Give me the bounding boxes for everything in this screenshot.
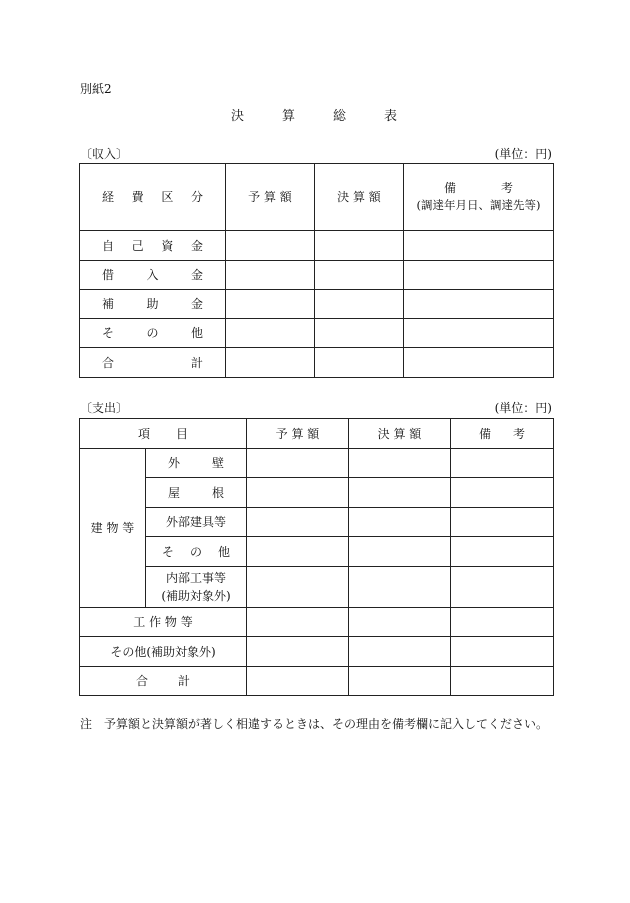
remarks-cell[interactable] <box>404 290 554 319</box>
settlement-cell[interactable] <box>349 478 451 508</box>
row-label: そ の 他 <box>146 537 247 567</box>
remarks-cell[interactable] <box>451 637 554 667</box>
remarks-cell[interactable] <box>404 261 554 290</box>
income-table <box>79 163 554 378</box>
row-label: 借 入 金 <box>80 261 226 290</box>
row-label: そ の 他 <box>80 319 226 348</box>
remarks-cell[interactable] <box>404 319 554 348</box>
settlement-cell[interactable] <box>349 449 451 478</box>
row-label: 合 計 <box>80 667 247 696</box>
budget-cell[interactable] <box>247 508 349 537</box>
title-char: 決 <box>230 109 246 124</box>
settlement-cell[interactable] <box>349 608 451 637</box>
table-row <box>80 290 554 319</box>
settlement-cell[interactable] <box>349 537 451 567</box>
settlement-cell[interactable] <box>349 567 451 608</box>
table-row <box>80 537 554 567</box>
settlement-header: 決 算 額 <box>315 164 404 231</box>
row-label: 合 計 <box>80 348 226 378</box>
remarks-cell[interactable] <box>404 231 554 261</box>
budget-cell[interactable] <box>226 261 315 290</box>
budget-header: 予 算 額 <box>247 419 349 449</box>
table-row <box>80 478 554 508</box>
building-group-label: 建 物 等 <box>80 449 146 608</box>
settlement-cell[interactable] <box>315 348 404 378</box>
expense-unit-label: (単位：円) <box>494 401 552 415</box>
settlement-cell[interactable] <box>349 637 451 667</box>
settlement-cell[interactable] <box>315 261 404 290</box>
budget-cell[interactable] <box>226 319 315 348</box>
row-label: 工 作 物 等 <box>80 608 247 637</box>
budget-cell[interactable] <box>247 478 349 508</box>
row-label: 内部工事等 (補助対象外) <box>146 567 247 608</box>
category-header: 経 費 区 分 <box>80 164 226 231</box>
budget-cell[interactable] <box>247 537 349 567</box>
table-row <box>80 261 554 290</box>
row-label: 自 己 資 金 <box>80 231 226 261</box>
remarks-cell[interactable] <box>451 508 554 537</box>
table-row <box>80 637 554 667</box>
budget-cell[interactable] <box>247 608 349 637</box>
row-label: 屋 根 <box>146 478 247 508</box>
footnote <box>80 715 548 732</box>
attachment-label: 別紙2 <box>80 82 112 96</box>
expense-table <box>79 418 554 696</box>
row-label: 外部建具等 <box>146 508 247 537</box>
budget-cell[interactable] <box>226 290 315 319</box>
table-row <box>80 508 554 537</box>
settlement-cell[interactable] <box>315 319 404 348</box>
remarks-cell[interactable] <box>451 537 554 567</box>
expense-section-label: 〔支出〕 <box>80 401 129 415</box>
remarks-cell[interactable] <box>451 478 554 508</box>
remarks-cell[interactable] <box>451 567 554 608</box>
settlement-cell[interactable] <box>315 231 404 261</box>
item-header: 項 目 <box>80 419 247 449</box>
page-title <box>0 105 630 124</box>
title-char: 算 <box>281 109 297 124</box>
income-unit-label: (単位：円) <box>494 147 552 161</box>
row-label: 外 壁 <box>146 449 247 478</box>
total-row <box>80 667 554 696</box>
remarks-cell[interactable] <box>404 348 554 378</box>
budget-cell[interactable] <box>247 449 349 478</box>
settlement-header: 決 算 額 <box>349 419 451 449</box>
budget-cell[interactable] <box>226 348 315 378</box>
budget-header: 予 算 額 <box>226 164 315 231</box>
settlement-cell[interactable] <box>315 290 404 319</box>
remarks-header: 備 考 <box>451 419 554 449</box>
budget-cell[interactable] <box>247 567 349 608</box>
table-row <box>80 319 554 348</box>
budget-cell[interactable] <box>247 667 349 696</box>
settlement-cell[interactable] <box>349 508 451 537</box>
budget-cell[interactable] <box>226 231 315 261</box>
settlement-cell[interactable] <box>349 667 451 696</box>
footnote-marker: 注 <box>80 717 93 731</box>
budget-cell[interactable] <box>247 637 349 667</box>
title-char: 総 <box>333 109 349 124</box>
remarks-cell[interactable] <box>451 667 554 696</box>
remarks-cell[interactable] <box>451 608 554 637</box>
title-char: 表 <box>384 109 400 124</box>
total-row <box>80 348 554 378</box>
table-row <box>80 567 554 608</box>
table-row <box>80 231 554 261</box>
row-label: その他(補助対象外) <box>80 637 247 667</box>
income-header-row <box>80 164 554 231</box>
row-label: 補 助 金 <box>80 290 226 319</box>
table-row <box>80 608 554 637</box>
remarks-cell[interactable] <box>451 449 554 478</box>
footnote-text: 予算額と決算額が著しく相違するときは、その理由を備考欄に記入してください。 <box>104 717 549 731</box>
income-section-label: 〔収入〕 <box>80 147 129 161</box>
remarks-header: 備 考 (調達年月日、調達先等) <box>404 164 554 231</box>
expense-header-row <box>80 419 554 449</box>
table-row <box>80 449 554 478</box>
